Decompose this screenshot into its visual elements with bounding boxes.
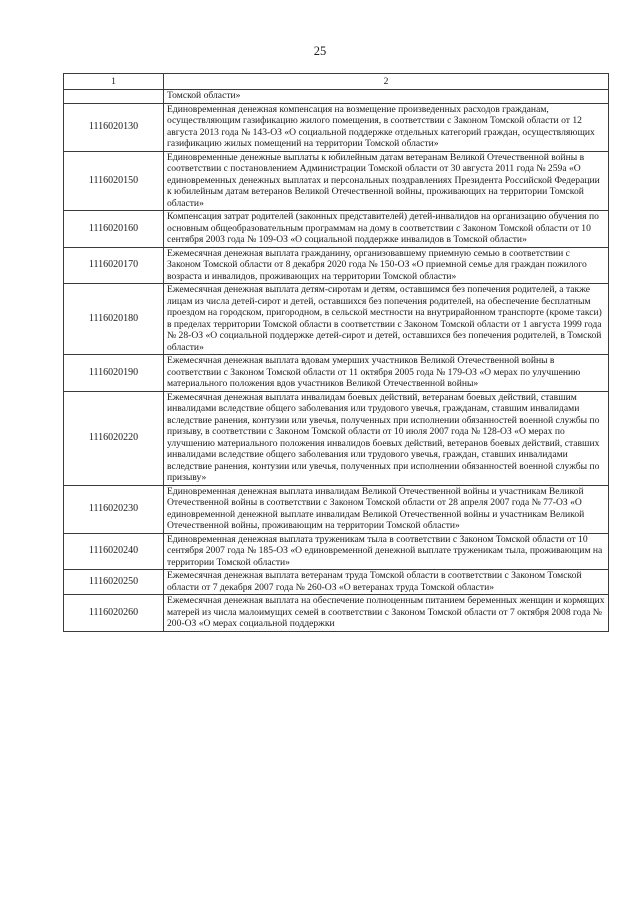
row-description: Единовременная денежная выплата инвалидам Великой Отечественной войны и участникам Великой Отечественной войны в соответствии с Законом Томской области от 28 апреля 2007 года № 77-ОЗ «О единовременной денежной выплате инвалидам Великой Отечественной войны и участникам Великой Отечественной войны, проживающим на территории Томской области» xyxy=(164,485,609,533)
table-row xyxy=(64,247,609,284)
row-code xyxy=(64,90,164,104)
table-row xyxy=(64,103,609,151)
table-row xyxy=(64,284,609,355)
row-description: Компенсация затрат родителей (законных представителей) детей-инвалидов на организацию обучения по основным общеобразовательным программам на дому в соответствии с Законом Томской области от 10 сентября 2003 года № 109-ОЗ «О социальной поддержке инвалидов в Томской области» xyxy=(164,211,609,248)
table-row xyxy=(64,595,609,632)
table-row xyxy=(64,391,609,485)
row-description: Ежемесячная денежная выплата гражданину, организовавшему приемную семью в соответствии с Законом Томской области от 8 декабря 2020 года № 150-ОЗ «О приемной семье для граждан пожилого возраста и инвалидов, проживающих на территории Томской области» xyxy=(164,247,609,284)
row-description: Томской области» xyxy=(164,90,609,104)
row-description: Ежемесячная денежная выплата инвалидам боевых действий, ветеранам боевых действий, ставшим инвалидами вследствие общего заболевания или трудового увечья, гражданам, ставшим инвалидами вследствие ранения, контузии или увечья, полученных при исполнении обязанностей военной службы по призыву, в соответствии с Законом Томской области от 10 июля 2007 года № 128-ОЗ «О мерах по улучшению материального положения инвалидов боевых действий, ветеранов боевых действий, ставших инвалидами вследствие общего заболевания или трудового увечья, граждан, ставших инвалидами вследствие ранения, контузии или увечья, полученных при исполнении обязанностей военной службы по призыву» xyxy=(164,391,609,485)
column-header-1: 1 xyxy=(64,74,164,90)
page-number: 25 xyxy=(313,44,327,58)
row-code: 1116020260 xyxy=(64,595,164,632)
row-description: Ежемесячная денежная выплата ветеранам труда Томской области в соответствии с Законом Томской области от 7 декабря 2007 года № 260-ОЗ «О ветеранах труда Томской области» xyxy=(164,570,609,595)
row-description: Единовременная денежная выплата труженикам тыла в соответствии с Законом Томской области от 10 сентября 2007 года № 185-ОЗ «О единовременной денежной выплате труженикам тыла, проживающим на территории Томской области» xyxy=(164,533,609,570)
row-code: 1116020150 xyxy=(64,151,164,211)
row-description: Ежемесячная денежная выплата на обеспечение полноценным питанием беременных женщин и кормящих матерей из числа малоимущих семей в соответствии с Законом Томской области от 7 октября 2008 года № 200-ОЗ «О мерах социальной поддержки xyxy=(164,595,609,632)
table-row xyxy=(64,90,609,104)
row-code: 1116020250 xyxy=(64,570,164,595)
table-row xyxy=(64,485,609,533)
table-row xyxy=(64,211,609,248)
row-description: Ежемесячная денежная выплата детям-сиротам и детям, оставшимся без попечения родителей, а также лицам из числа детей-сирот и детей, оставшихся без попечения родителей, на обеспечение бесплатным проездом на городском, пригородном, в сельской местности на внутрирайонном транспорте (кроме такси) в пределах территории Томской области в соответствии с Законом Томской области от 1 августа 1999 года № 28-ОЗ «О социальной поддержке детей-сирот и детей, оставшихся без попечения родителей, в Томской области» xyxy=(164,284,609,355)
budget-code-table xyxy=(63,73,609,632)
column-header-2: 2 xyxy=(164,74,609,90)
row-code: 1116020240 xyxy=(64,533,164,570)
table-header-row xyxy=(64,74,609,90)
row-code: 1116020220 xyxy=(64,391,164,485)
row-description: Единовременная денежная компенсация на возмещение произведенных расходов гражданам, осуществляющим газификацию жилого помещения, в соответствии с Законом Томской области от 12 августа 2013 года № 143-ОЗ «О социальной поддержке отдельных категорий граждан, осуществляющих газификацию жилых помещений на территории Томской области» xyxy=(164,103,609,151)
table-row xyxy=(64,570,609,595)
table-row xyxy=(64,355,609,392)
row-code: 1116020130 xyxy=(64,103,164,151)
row-description: Ежемесячная денежная выплата вдовам умерших участников Великой Отечественной войны в соответствии с Законом Томской области от 11 октября 2005 года № 179-ОЗ «О мерах по улучшению материального положения вдов участников Великой Отечественной войны» xyxy=(164,355,609,392)
table-row xyxy=(64,533,609,570)
row-description: Единовременные денежные выплаты к юбилейным датам ветеранам Великой Отечественной войны в соответствии с постановлением Администрации Томской области от 30 августа 2011 года № 259а «О единовременных денежных выплатах и персональных поздравлениях Президента Российской Федерации к юбилейным датам ветеранов Великой Отечественной войны, проживающих на территории Томской области» xyxy=(164,151,609,211)
row-code: 1116020190 xyxy=(64,355,164,392)
row-code: 1116020170 xyxy=(64,247,164,284)
row-code: 1116020230 xyxy=(64,485,164,533)
row-code: 1116020180 xyxy=(64,284,164,355)
table-row xyxy=(64,151,609,211)
row-code: 1116020160 xyxy=(64,211,164,248)
